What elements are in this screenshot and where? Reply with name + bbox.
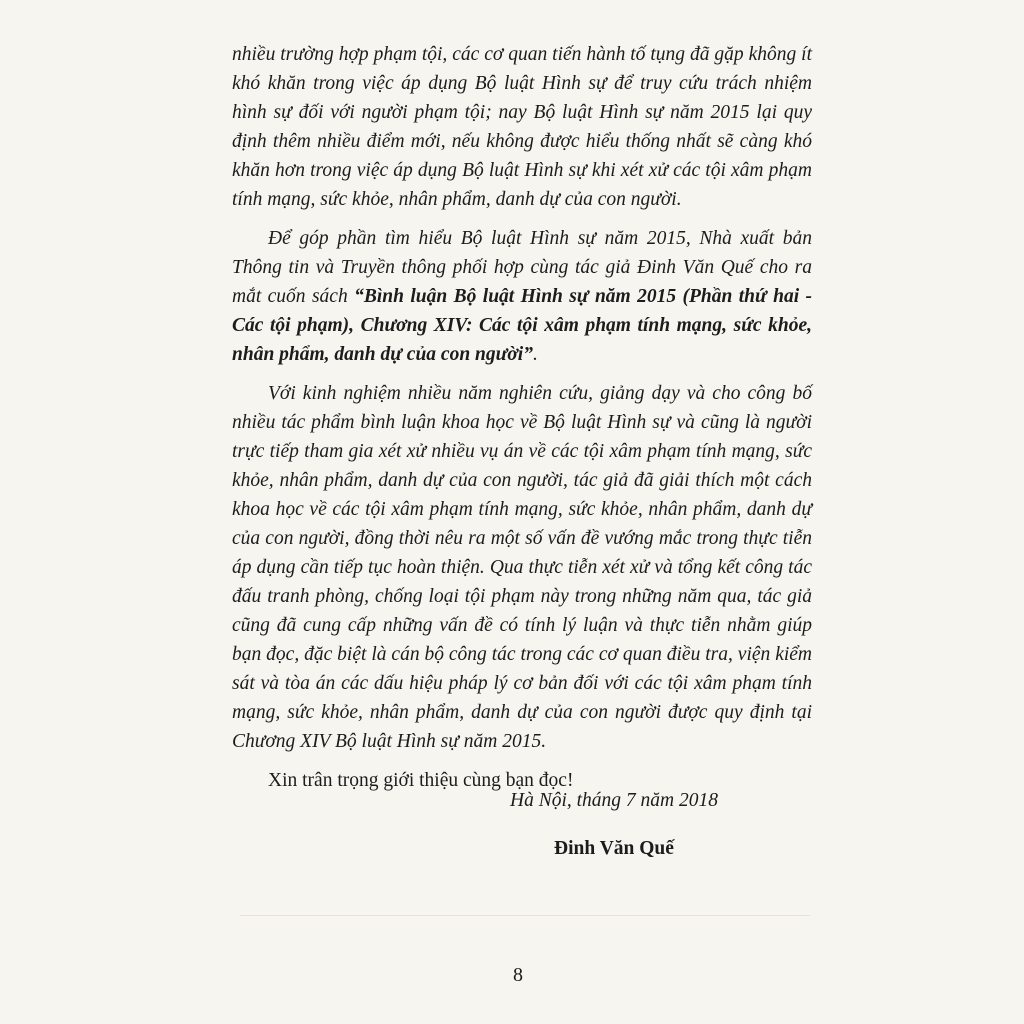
paragraph-2-end: . — [532, 344, 538, 365]
closing-text: Xin trân trọng giới thiệu cùng bạn đọc! — [268, 770, 574, 791]
paragraph-2-text: Để góp phần tìm hiểu Bộ luật Hình sự năm 2015, Nhà xuất bản Thông tin và Truyền thông phối hợp cùng tác giả Đinh Văn Quế cho ra mắt cuốn sách — [232, 228, 812, 307]
paragraph-3 — [232, 379, 812, 756]
paragraph-2 — [232, 224, 812, 369]
paragraph-1-text: nhiều trường hợp phạm tội, các cơ quan tiến hành tố tụng đã gặp không ít khó khăn trong việc áp dụng Bộ luật Hình sự để truy cứu trách nhiệm hình sự đối với người phạm tội; nay Bộ luật Hình sự năm 2015 lại quy định thêm nhiều điểm mới, nếu không được hiểu thống nhất sẽ càng khó khăn hơn trong việc áp dụng Bộ luật Hình sự khi xét xử các tội xâm phạm tính mạng, sức khỏe, nhân phẩm, danh dự của con người. — [232, 44, 812, 210]
bleed-through-line — [240, 915, 810, 916]
paragraph-3-text: Với kinh nghiệm nhiều năm nghiên cứu, giảng dạy và cho công bố nhiều tác phẩm bình luận khoa học về Bộ luật Hình sự và cũng là người trực tiếp tham gia xét xử nhiều vụ án về các tội xâm phạm tính mạng, sức khỏe, nhân phẩm, danh dự của con người, tác giả đã giải thích một cách khoa học về các tội xâm phạm tính mạng, sức khỏe, nhân phẩm, danh dự của con người, đồng thời nêu ra một số vấn đề vướng mắc trong thực tiễn áp dụng cần tiếp tục hoàn thiện. Qua thực tiễn xét xử và tổng kết công tác đấu tranh phòng, chống loại tội phạm này trong những năm qua, tác giả cũng đã cung cấp những vấn đề có tính lý luận và thực tiễn nhằm giúp bạn đọc, đặc biệt là cán bộ công tác trong các cơ quan điều tra, viện kiểm sát và tòa án các dấu hiệu pháp lý cơ bản đối với các tội xâm phạm tính mạng, sức khỏe, nhân phẩm, danh dự của con người được quy định tại Chương XIV Bộ luật Hình sự năm 2015. — [232, 383, 812, 752]
author-signature: Đinh Văn Quế — [554, 838, 674, 859]
body-text — [232, 40, 812, 795]
paragraph-1 — [232, 40, 812, 214]
page-number: 8 — [513, 964, 523, 986]
book-title: “Bình luận Bộ luật Hình sự năm 2015 (Phần thứ hai - Các tội phạm), Chương XIV: Các tội xâm phạm tính mạng, sức khỏe, nhân phẩm, danh dự của con người” — [232, 286, 813, 365]
place-date: Hà Nội, tháng 7 năm 2018 — [510, 790, 719, 811]
